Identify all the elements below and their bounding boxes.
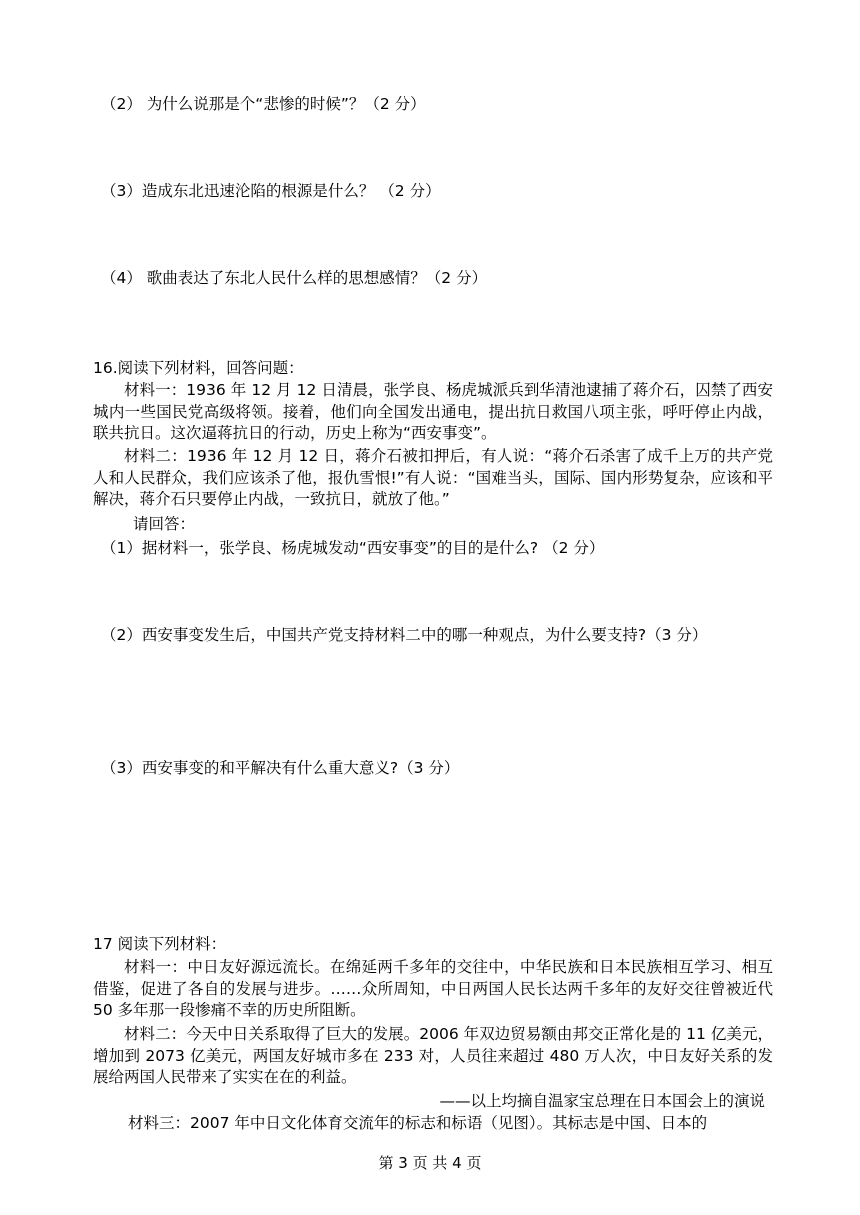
page-footer: 第 3 页 共 4 页 bbox=[378, 1154, 482, 1172]
q16-sub2: （2）西安事变发生后，中国共产党支持材料二中的哪一种观点，为什么要支持?（3 分） bbox=[101, 626, 708, 644]
q16-material2-text: 材料二：1936 年 12 月 12 日，蒋介石被扣押后，有人说：“蒋介石杀害了成千上万的共产党人和人民群众，我们应该杀了他，报仇雪恨!”有人说：“国难当头，国际、国内形势复杂，应该和平解决，蒋介石只要停止内战，一致抗日，就放了他。” bbox=[93, 447, 773, 508]
q16-ask: 请回答： bbox=[133, 515, 196, 533]
q16-sub3: （3）西安事变的和平解决有什么重大意义?（3 分） bbox=[101, 759, 460, 777]
q17-material3: 材料三：2007 年中日文化体育交流年的标志和标语（见图）。其标志是中国、日本的 bbox=[128, 1114, 708, 1132]
q16-material1 bbox=[93, 380, 773, 445]
q16-material2 bbox=[93, 446, 773, 511]
q17-material1 bbox=[93, 957, 773, 1022]
q16-sub1: （1）据材料一，张学良、杨虎城发动“西安事变”的目的是什么? （2 分） bbox=[101, 539, 605, 557]
q15-sub2: （2） 为什么说那是个“悲惨的时候”？（2 分） bbox=[101, 95, 426, 113]
q16-title: 16.阅读下列材料，回答问题： bbox=[93, 359, 304, 377]
q15-sub4: （4） 歌曲表达了东北人民什么样的思想感情？（2 分） bbox=[101, 269, 488, 287]
q17-material2-text: 材料二：今天中日关系取得了巨大的发展。2006 年双边贸易额由邦交正常化是的 11 亿美元，增加到 2073 亿美元，两国友好城市多在 233 对，人员往来超过 480 万人次，中日友好关系的发展给两国人民带来了实实在在的利益。 bbox=[93, 1025, 773, 1086]
q17-title: 17 阅读下列材料： bbox=[93, 935, 227, 953]
q16-material1-text: 材料一：1936 年 12 月 12 日清晨，张学良、杨虎城派兵到华清池逮捕了蒋介石，囚禁了西安城内一些国民党高级将领。接着，他们向全国发出通电，提出抗日救国八项主张，呼吁停止内战，联共抗日。这次逼蒋抗日的行动，历史上称为“西安事变”。 bbox=[93, 381, 773, 442]
q17-material1-text: 材料一：中日友好源远流长。在绵延两千多年的交往中，中华民族和日本民族相互学习、相互借鉴，促进了各自的发展与进步。……众所周知，中日两国人民长达两千多年的友好交往曾被近代 50 多年那一段惨痛不幸的历史所阻断。 bbox=[93, 958, 773, 1019]
q17-source: ——以上均摘自温家宝总理在日本国会上的演说 bbox=[439, 1092, 765, 1110]
q17-material2 bbox=[93, 1024, 773, 1089]
q15-sub3: （3）造成东北迅速沦陷的根源是什么？ （2 分） bbox=[101, 182, 441, 200]
